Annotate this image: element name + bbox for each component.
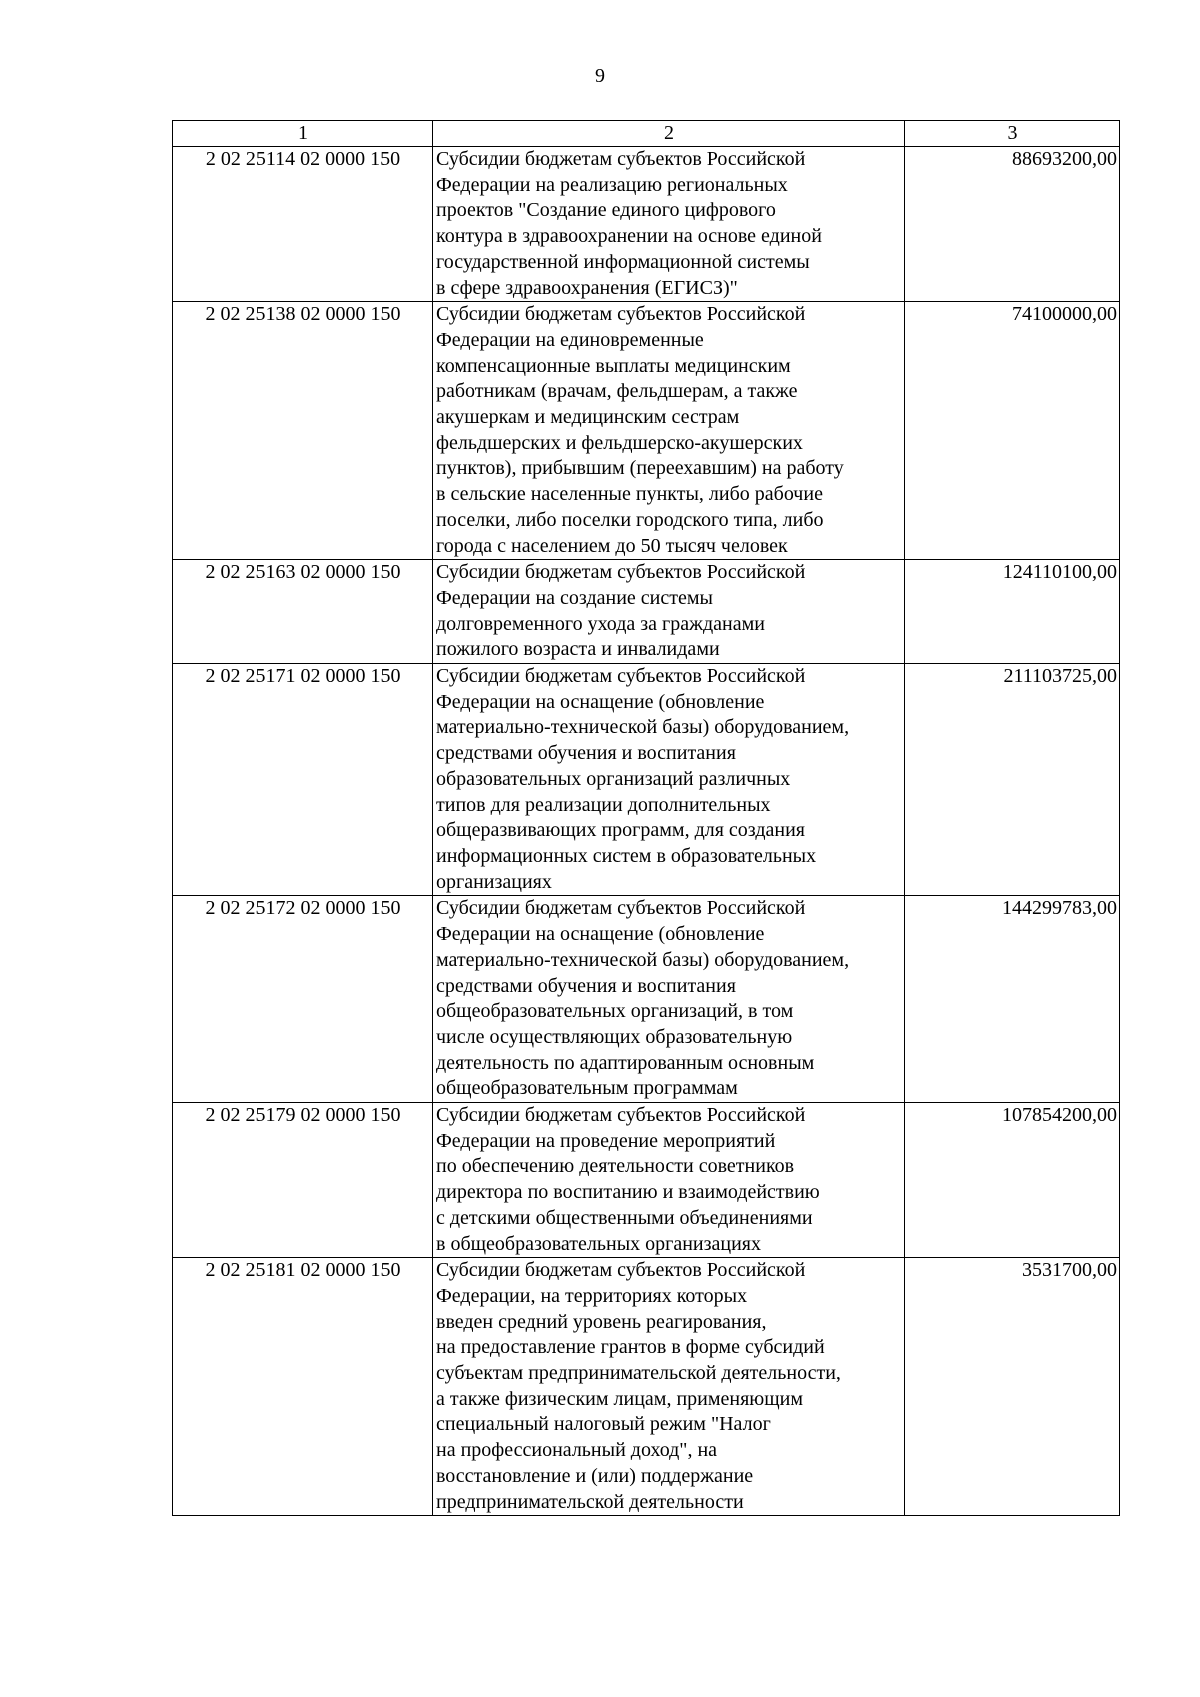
budget-code-cell: 2 02 25181 02 0000 150 bbox=[173, 1258, 433, 1516]
amount-cell: 3531700,00 bbox=[905, 1258, 1120, 1516]
budget-code-cell: 2 02 25114 02 0000 150 bbox=[173, 147, 433, 302]
amount-cell: 88693200,00 bbox=[905, 147, 1120, 302]
column-header-1: 1 bbox=[173, 121, 433, 147]
table-row bbox=[173, 560, 1120, 664]
column-header-3: 3 bbox=[905, 121, 1120, 147]
amount-cell: 107854200,00 bbox=[905, 1103, 1120, 1258]
budget-code-cell: 2 02 25171 02 0000 150 bbox=[173, 664, 433, 896]
column-header-2: 2 bbox=[433, 121, 905, 147]
table-row bbox=[173, 147, 1120, 302]
page-number: 9 bbox=[595, 65, 605, 87]
description-cell: Субсидии бюджетам субъектов Российской Федерации на единовременные компенсационные выплаты медицинским работникам (врачам, фельдшерам, а также акушеркам и медицинским сестрам фельдшерских и фельдшерско-акушерских пунктов), прибывшим (переехавшим) на работу в сельские населенные пункты, либо рабочие поселки, либо поселки городского типа, либо города с населением до 50 тысяч человек bbox=[433, 302, 905, 560]
amount-cell: 124110100,00 bbox=[905, 560, 1120, 664]
table-header-row bbox=[173, 121, 1120, 147]
table-row bbox=[173, 664, 1120, 896]
table-row bbox=[173, 896, 1120, 1103]
amount-cell: 74100000,00 bbox=[905, 302, 1120, 560]
amount-cell: 211103725,00 bbox=[905, 664, 1120, 896]
budget-code-cell: 2 02 25163 02 0000 150 bbox=[173, 560, 433, 664]
budget-code-cell: 2 02 25172 02 0000 150 bbox=[173, 896, 433, 1103]
description-cell: Субсидии бюджетам субъектов Российской Федерации на оснащение (обновление материально-технической базы) оборудованием, средствами обучения и воспитания образовательных организаций различных типов для реализации дополнительных общеразвивающих программ, для создания информационных систем в образовательных организациях bbox=[433, 664, 905, 896]
budget-code-cell: 2 02 25179 02 0000 150 bbox=[173, 1103, 433, 1258]
amount-cell: 144299783,00 bbox=[905, 896, 1120, 1103]
budget-code-cell: 2 02 25138 02 0000 150 bbox=[173, 302, 433, 560]
description-cell: Субсидии бюджетам субъектов Российской Федерации на реализацию региональных проектов "Создание единого цифрового контура в здравоохранении на основе единой государственной информационной системы в сфере здравоохранения (ЕГИСЗ)" bbox=[433, 147, 905, 302]
description-cell: Субсидии бюджетам субъектов Российской Федерации на создание системы долговременного ухода за гражданами пожилого возраста и инвалидами bbox=[433, 560, 905, 664]
description-cell: Субсидии бюджетам субъектов Российской Федерации на проведение мероприятий по обеспечению деятельности советников директора по воспитанию и взаимодействию с детскими общественными объединениями в общеобразовательных организациях bbox=[433, 1103, 905, 1258]
budget-table bbox=[172, 120, 1120, 1516]
table-row bbox=[173, 1103, 1120, 1258]
table-row bbox=[173, 302, 1120, 560]
description-cell: Субсидии бюджетам субъектов Российской Федерации, на территориях которых введен средний уровень реагирования, на предоставление грантов в форме субсидий субъектам предпринимательской деятельности, а также физическим лицам, применяющим специальный налоговый режим "Налог на профессиональный доход", на восстановление и (или) поддержание предпринимательской деятельности bbox=[433, 1258, 905, 1516]
description-cell: Субсидии бюджетам субъектов Российской Федерации на оснащение (обновление материально-технической базы) оборудованием, средствами обучения и воспитания общеобразовательных организаций, в том числе осуществляющих образовательную деятельность по адаптированным основным общеобразовательным программам bbox=[433, 896, 905, 1103]
table-row bbox=[173, 1258, 1120, 1516]
